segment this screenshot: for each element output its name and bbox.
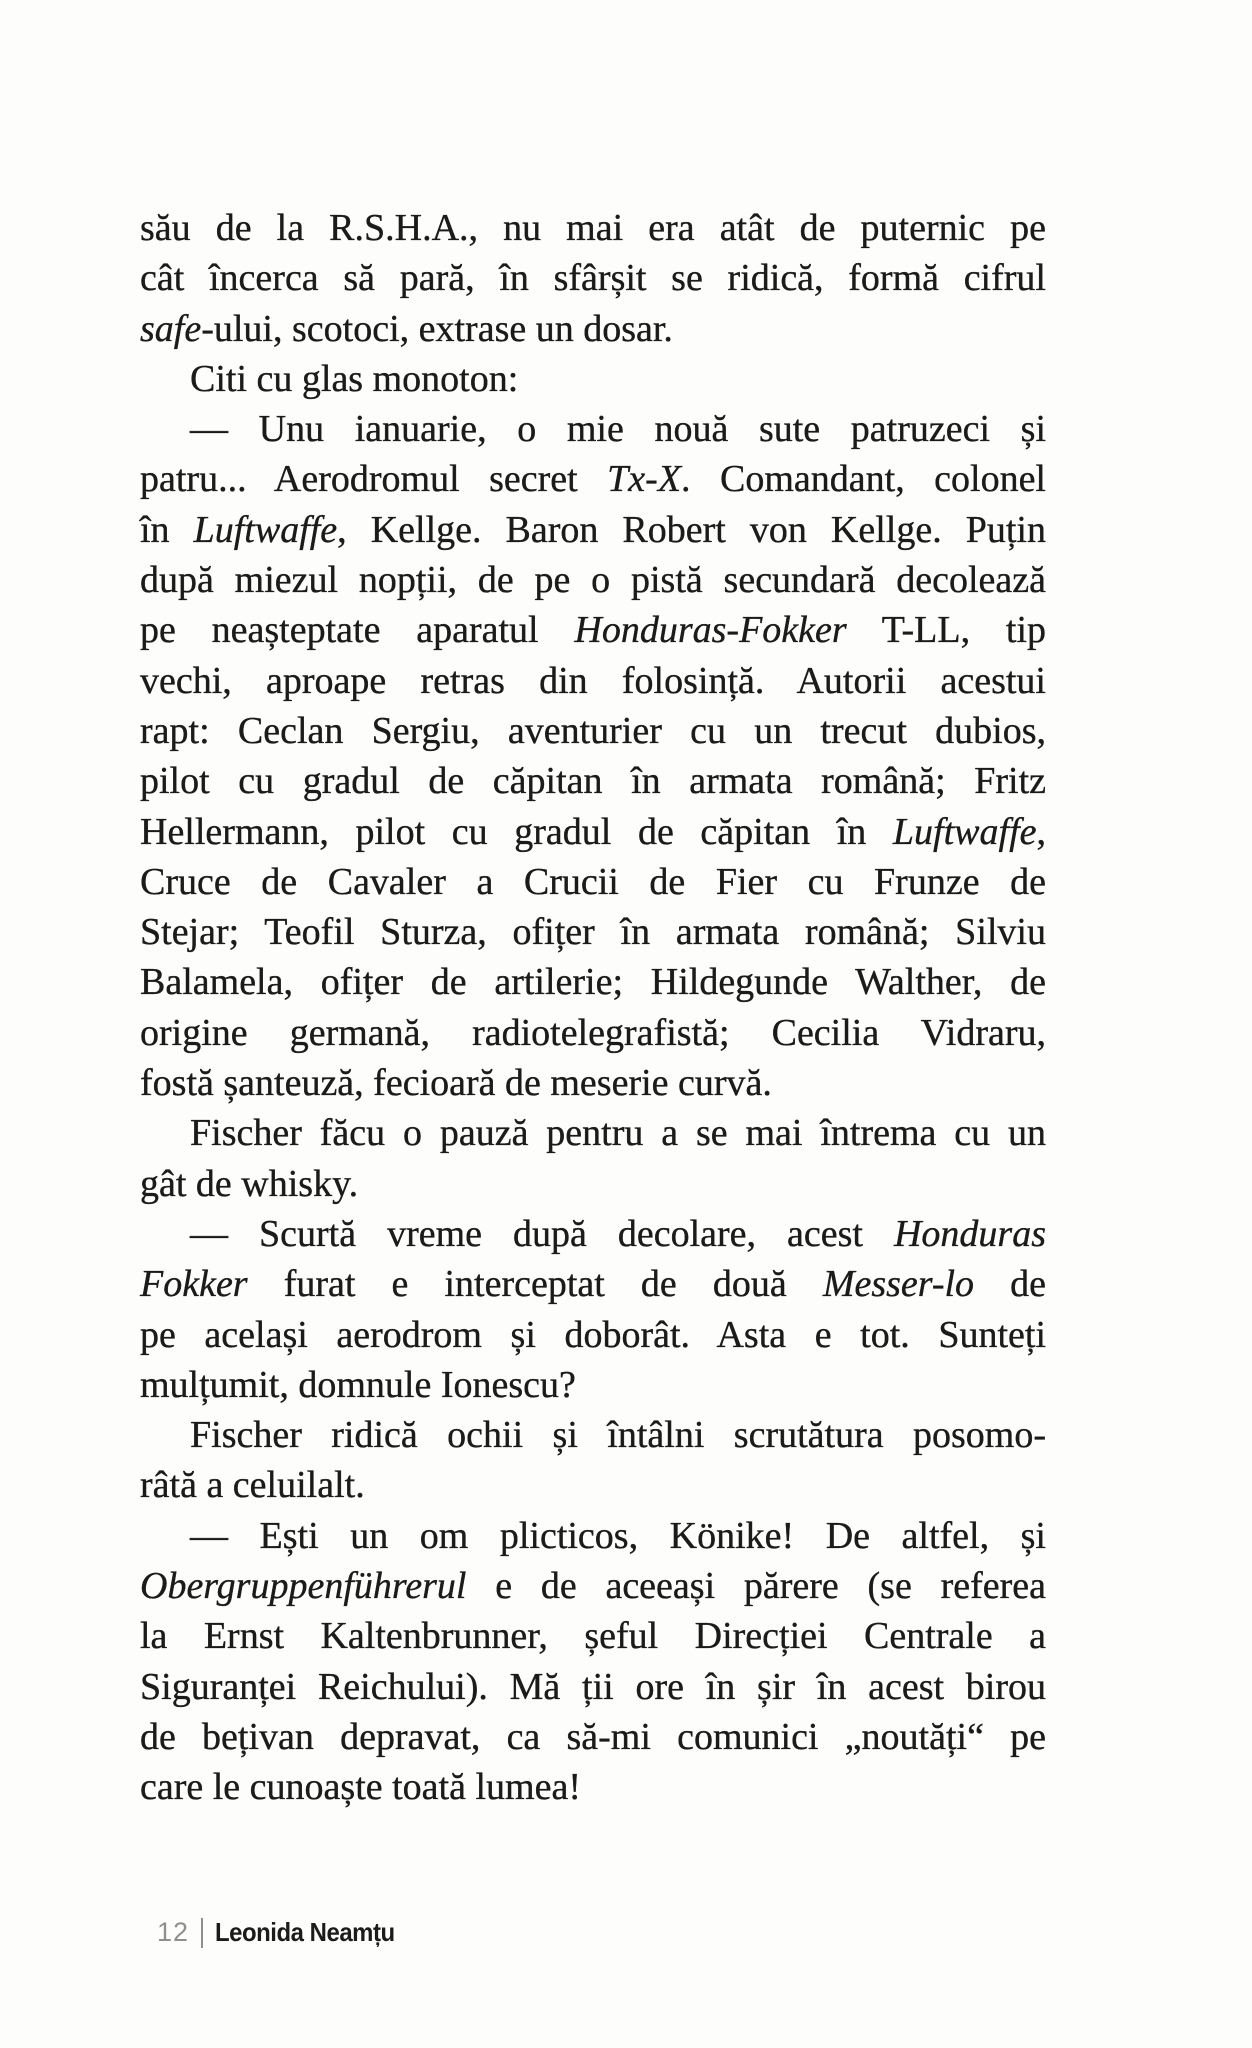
text-segment: Citi cu glas monoton: — [190, 357, 519, 400]
footer-separator — [201, 1918, 203, 1948]
italic-text-segment: Luftwaffe — [193, 508, 338, 551]
text-segment: pe același aerodrom și doborât. Asta e tot. Sunteți — [140, 1313, 1046, 1356]
italic-text-segment: Fokker — [140, 1263, 248, 1306]
text-line — [140, 1410, 1046, 1460]
text-segment: — Unu ianuarie, o mie nouă sute patruzeci și — [190, 408, 1046, 451]
text-line — [140, 1058, 1046, 1108]
text-segment: . Comandant, colonel — [681, 458, 1046, 501]
text-line — [140, 505, 1046, 555]
text-segment: Stejar; Teofil Sturza, ofițer în armata română; Silviu — [140, 911, 1046, 954]
text-segment: său de la R.S.H.A., nu mai era atât de puternic pe — [140, 207, 1046, 249]
author-name: Leonida Neamțu — [215, 1917, 395, 1947]
text-line — [140, 354, 1046, 404]
text-line — [140, 907, 1046, 957]
text-line — [140, 1511, 1046, 1561]
text-line — [140, 1561, 1046, 1611]
text-line — [140, 1259, 1046, 1309]
text-line — [140, 1712, 1046, 1762]
text-segment: , Kellge. Baron Robert von Kellge. Puțin — [337, 508, 1046, 551]
text-line — [140, 1310, 1046, 1360]
text-segment: cât încerca să pară, în sfârșit se ridică, formă cifrul — [140, 257, 1046, 300]
italic-text-segment: Honduras-Fokker — [574, 609, 847, 652]
text-segment: fostă șanteuză, fecioară de meserie curvă. — [140, 1062, 772, 1105]
text-segment: vechi, aproape retras din folosință. Autorii acestui — [140, 659, 1046, 702]
text-segment: care le cunoaște toată lumea! — [140, 1766, 581, 1809]
text-line — [140, 605, 1046, 655]
text-segment: pe neașteptate aparatul — [140, 609, 575, 652]
text-segment: Cruce de Cavaler a Crucii de Fier cu Frunze de — [140, 860, 1046, 903]
text-line — [140, 1662, 1046, 1712]
text-line — [140, 1762, 1046, 1812]
text-segment: Siguranței Reichului). Mă ții ore în șir în acest birou — [140, 1665, 1046, 1708]
text-segment: origine germană, radiotelegrafistă; Cecilia Vidraru, — [140, 1011, 1046, 1054]
text-line — [140, 304, 1046, 354]
text-line — [140, 454, 1046, 504]
text-segment: gât de whisky. — [140, 1162, 359, 1205]
page-footer — [157, 1917, 410, 1948]
text-segment: în — [140, 508, 194, 551]
text-segment: Fischer ridică ochii și întâlni scrutătura posomo- — [190, 1414, 1046, 1457]
body-text — [140, 203, 1046, 1813]
text-segment: , — [1036, 810, 1046, 853]
text-line — [140, 1159, 1046, 1209]
italic-text-segment: Obergruppenführerul — [140, 1565, 467, 1608]
italic-text-segment: Honduras — [893, 1212, 1046, 1255]
text-segment: de bețivan depravat, ca să-mi comunici „noutăți“ pe — [140, 1715, 1046, 1758]
text-segment: patru... Aerodromul secret — [140, 458, 608, 501]
text-line — [140, 1008, 1046, 1058]
text-line — [140, 957, 1046, 1007]
text-segment: după miezul nopții, de pe o pistă secundară decolează — [140, 559, 1046, 602]
italic-text-segment: safe — [140, 307, 202, 350]
text-segment: e de aceeași părere (se referea — [466, 1565, 1046, 1608]
text-line — [140, 253, 1046, 303]
text-line — [140, 807, 1046, 857]
text-line — [140, 1209, 1046, 1259]
text-line — [140, 404, 1046, 454]
text-line — [140, 706, 1046, 756]
text-segment: mulțumit, domnule Ionescu? — [140, 1363, 576, 1406]
text-segment: Hellermann, pilot cu gradul de căpitan în — [140, 810, 893, 853]
text-segment: pilot cu gradul de căpitan în armata română; Fritz — [140, 760, 1046, 803]
page-number: 12 — [157, 1917, 190, 1947]
text-line — [140, 1460, 1046, 1510]
text-segment: râtă a celuilalt. — [140, 1464, 365, 1507]
italic-text-segment: Luftwaffe — [892, 810, 1037, 853]
text-line — [140, 555, 1046, 605]
text-line — [140, 1611, 1046, 1661]
italic-text-segment: Tx-X — [607, 458, 682, 501]
text-line — [140, 656, 1046, 706]
text-segment: la Ernst Kaltenbrunner, șeful Direcției Centrale a — [140, 1615, 1046, 1658]
italic-text-segment: Messer-lo — [822, 1263, 975, 1306]
text-segment: furat e interceptat de două — [247, 1263, 823, 1306]
text-line — [140, 1108, 1046, 1158]
text-line — [140, 203, 1046, 253]
text-segment: Balamela, ofițer de artilerie; Hildegunde Walther, de — [140, 961, 1046, 1004]
text-segment: — Scurtă vreme după decolare, acest — [190, 1212, 894, 1255]
text-segment: -ului, scotoci, extrase un dosar. — [201, 307, 673, 350]
text-segment: Fischer făcu o pauză pentru a se mai întrema cu un — [190, 1112, 1046, 1155]
text-line — [140, 1360, 1046, 1410]
text-segment: de — [974, 1263, 1046, 1306]
text-segment: — Ești un om plicticos, Könike! De altfel, și — [190, 1514, 1046, 1557]
text-line — [140, 857, 1046, 907]
text-segment: T-LL, tip — [846, 609, 1046, 652]
text-segment: rapt: Ceclan Sergiu, aventurier cu un trecut dubios, — [140, 709, 1046, 752]
text-line — [140, 756, 1046, 806]
